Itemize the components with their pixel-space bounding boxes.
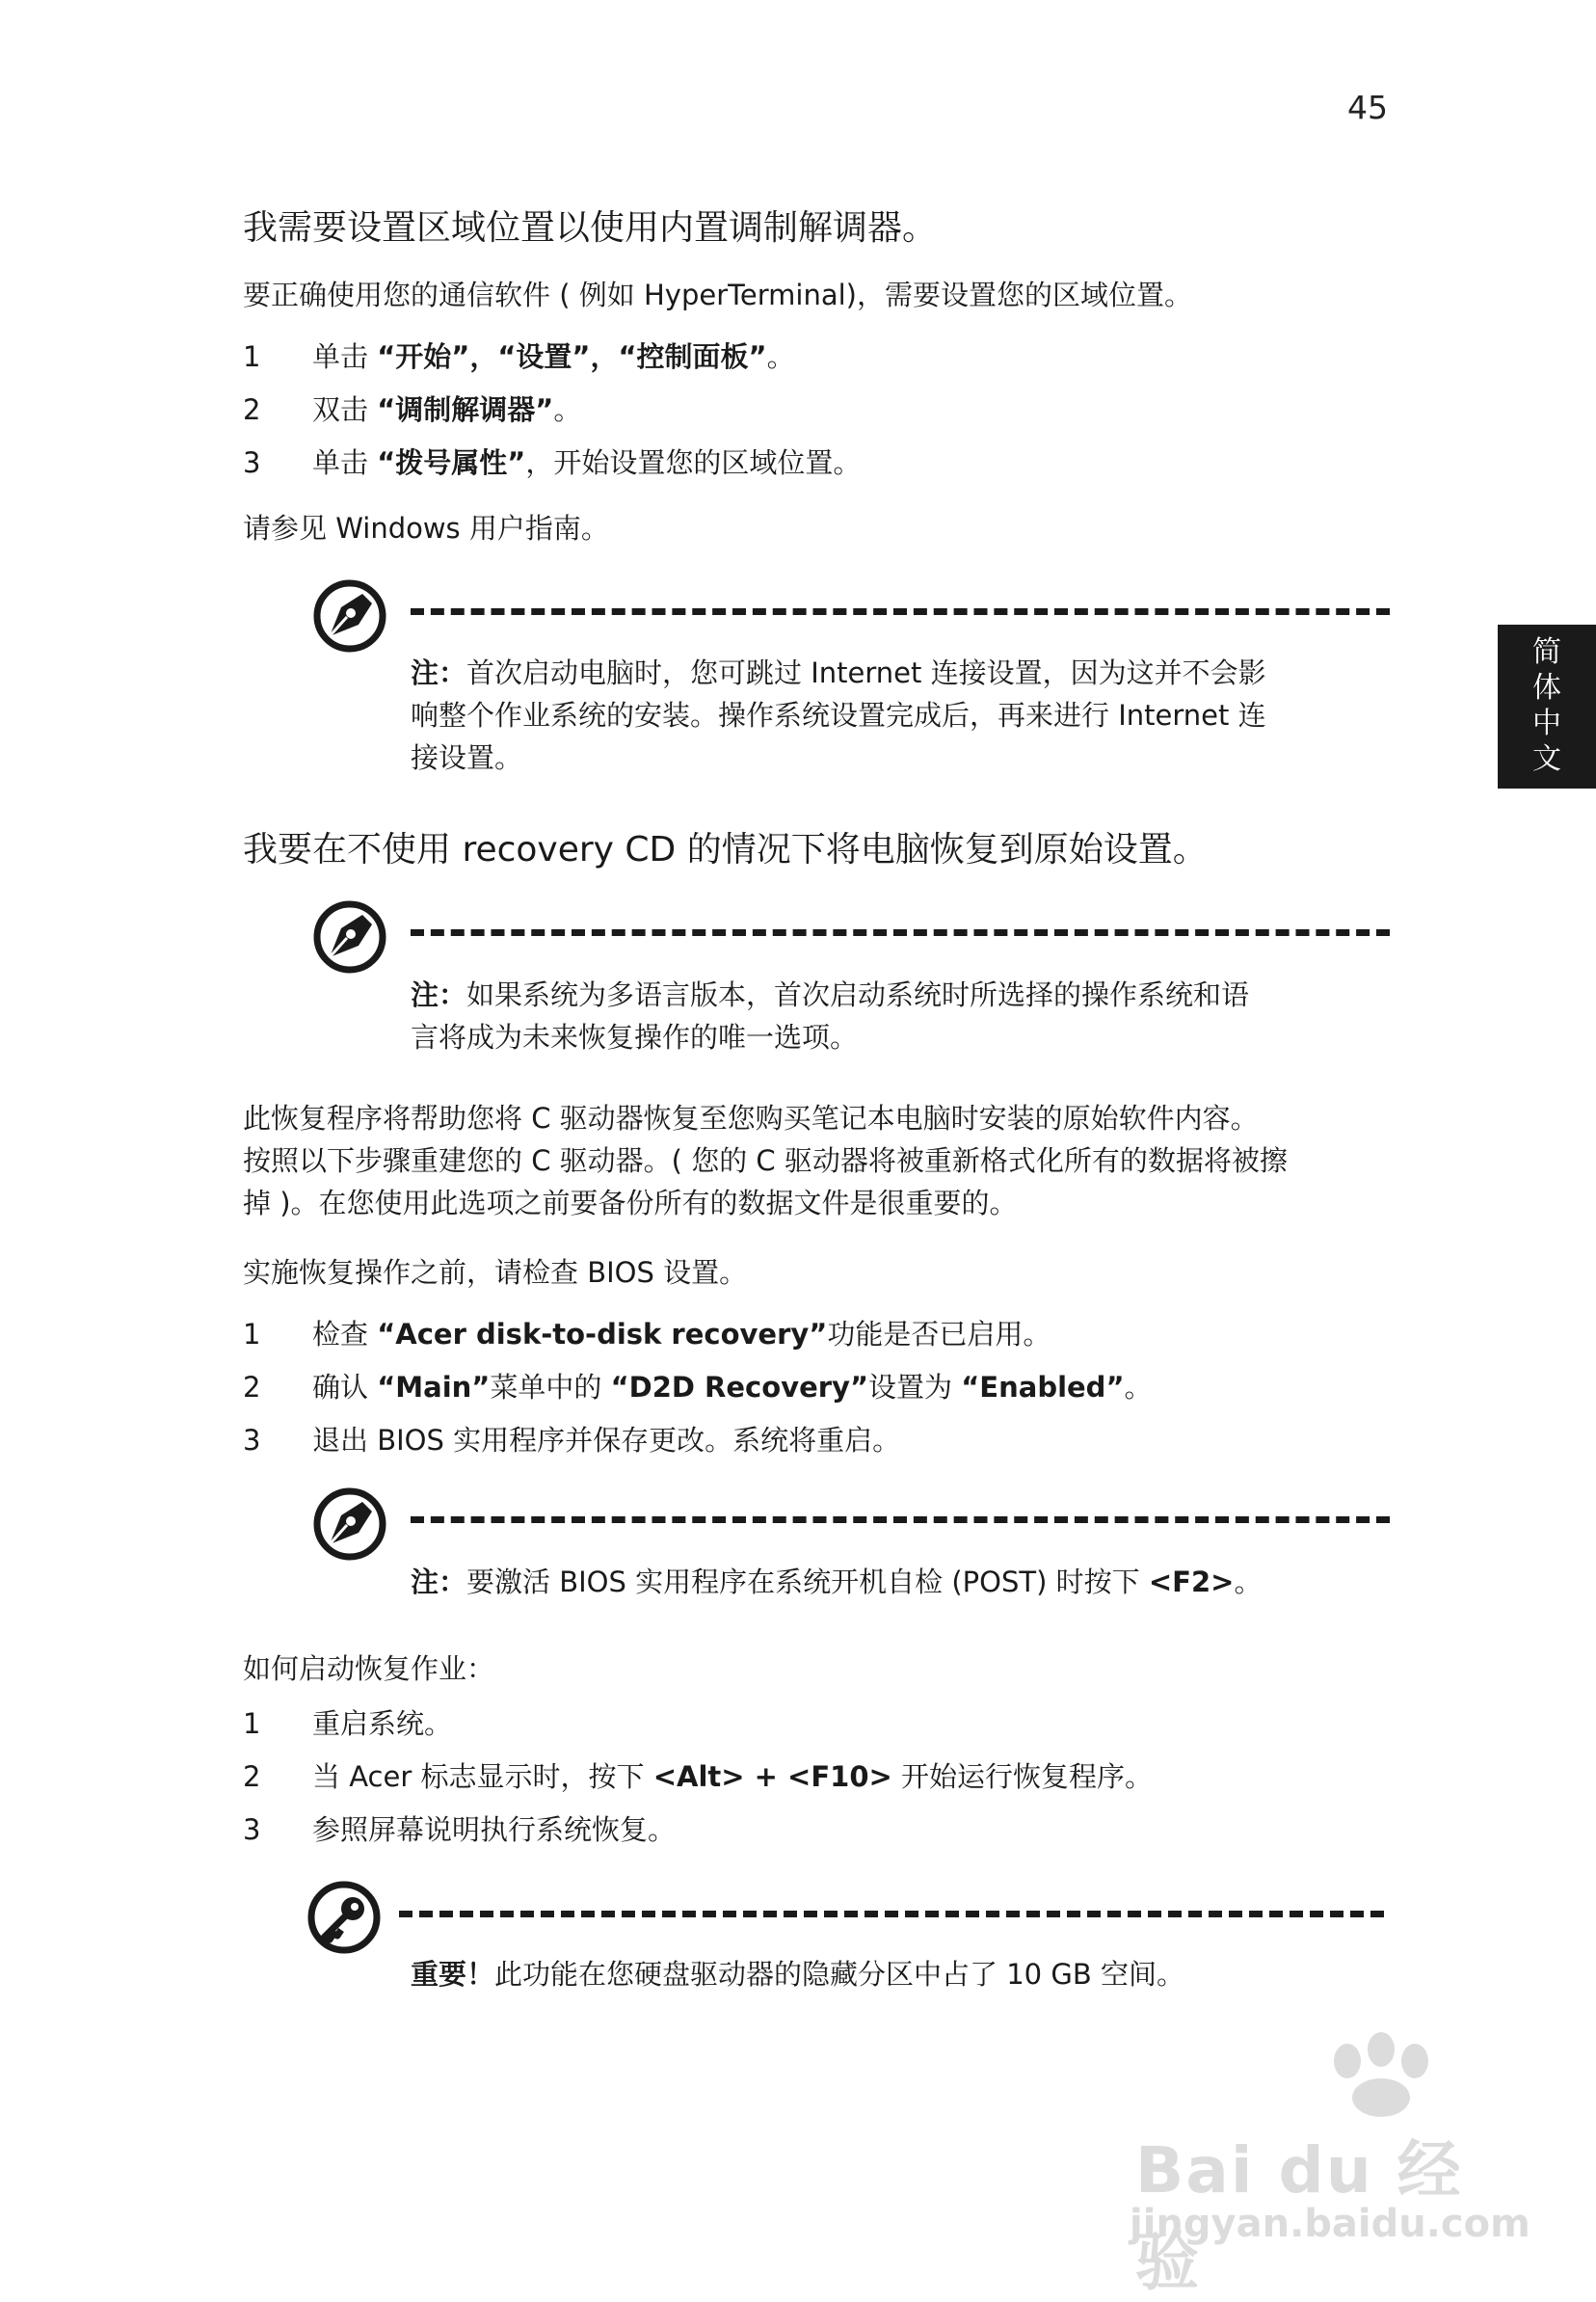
baidu-watermark xyxy=(1126,2032,1530,2299)
step-bold-text: “调制解调器” xyxy=(377,393,554,426)
list-item xyxy=(243,1368,1153,1406)
paragraph-line: 此恢复程序将帮助您将 C 驱动器恢复至您购买笔记本电脑时安装的原始软件内容。 xyxy=(243,1102,1259,1135)
step-number: 3 xyxy=(243,1424,261,1457)
note-label: 注： xyxy=(411,1566,467,1598)
list-item xyxy=(243,337,795,376)
step-number: 2 xyxy=(243,1371,261,1404)
step-number: 3 xyxy=(243,446,261,479)
note-line: 如果系统为多语言版本，首次启动系统时所选择的操作系统和语 xyxy=(466,978,1250,1011)
watermark-url: jingyan.baidu.com xyxy=(1130,2202,1530,2246)
note-line: 。 xyxy=(1234,1566,1263,1598)
step-number: 2 xyxy=(243,1760,261,1793)
list-item xyxy=(243,1704,452,1743)
note-line: 首次启动电脑时，您可跳过 Internet 连接设置，因为这并不会影 xyxy=(466,656,1266,689)
step-bold-text: “Enabled” xyxy=(961,1371,1125,1404)
paragraph-line: 按照以下步骤重建您的 C 驱动器。( 您的 C 驱动器将被重新格式化所有的数据将被擦 xyxy=(243,1144,1288,1177)
list-item xyxy=(243,1315,1051,1353)
note-text xyxy=(411,1561,1262,1603)
step-text: 双击 xyxy=(312,393,378,426)
note-line: 响整个作业系统的安装。操作系统设置完成后，再来进行 Internet 连 xyxy=(411,699,1266,732)
note-text xyxy=(411,652,1266,779)
note-line: 言将成为未来恢复操作的唯一选项。 xyxy=(411,1021,859,1054)
important-divider xyxy=(399,1911,1384,1917)
note-pen-icon xyxy=(312,578,387,654)
modem-intro: 要正确使用您的通信软件 ( 例如 HyperTerminal)，需要设置您的区域位置。 xyxy=(243,279,1192,311)
step-bold-text: “Main” xyxy=(377,1371,491,1404)
step-number: 1 xyxy=(243,1318,261,1351)
note-line: 接设置。 xyxy=(411,741,523,774)
step-text: 单击 xyxy=(312,446,378,479)
section-heading-modem: 我需要设置区域位置以使用内置调制解调器。 xyxy=(243,208,938,248)
step-bold-text: “D2D Recovery” xyxy=(610,1371,869,1404)
step-text: 参照屏幕说明执行系统恢复。 xyxy=(312,1813,677,1846)
step-bold-text: <Alt> + <F10> xyxy=(652,1760,892,1793)
side-tab-char: 文 xyxy=(1532,742,1561,776)
side-tab-char: 中 xyxy=(1532,707,1561,740)
side-tab-char: 体 xyxy=(1532,671,1561,705)
modem-outro: 请参见 Windows 用户指南。 xyxy=(243,512,609,545)
step-text: 检查 xyxy=(312,1318,378,1351)
step-text: 菜单中的 xyxy=(490,1371,611,1404)
list-item xyxy=(243,1810,676,1849)
list-item xyxy=(243,390,581,429)
step-text: 重启系统。 xyxy=(312,1707,453,1740)
howto-intro: 如何启动恢复作业： xyxy=(243,1652,495,1685)
step-number: 1 xyxy=(243,340,261,373)
step-number: 2 xyxy=(243,393,261,426)
note-divider xyxy=(411,929,1390,936)
watermark-brand: Bai du 经验 xyxy=(1135,2133,1463,2299)
step-text: 。 xyxy=(1124,1371,1153,1404)
step-bold-text: “Acer disk-to-disk recovery” xyxy=(377,1318,828,1351)
note-line: 要激活 BIOS 实用程序在系统开机自检 (POST) 时按下 xyxy=(466,1566,1149,1598)
step-text: 单击 xyxy=(312,340,378,373)
note-divider xyxy=(411,608,1390,615)
important-key-icon xyxy=(306,1880,382,1955)
note-text xyxy=(411,974,1249,1058)
step-text: 功能是否已启用。 xyxy=(827,1318,1051,1351)
step-bold-text: “拨号属性” xyxy=(377,446,526,479)
note-divider xyxy=(411,1516,1390,1523)
note-label: 注： xyxy=(411,656,467,689)
list-item xyxy=(243,1421,900,1459)
step-text: 设置为 xyxy=(868,1371,962,1404)
page-number: 45 xyxy=(1347,89,1388,126)
note-pen-icon xyxy=(312,899,387,975)
bios-intro: 实施恢复操作之前，请检查 BIOS 设置。 xyxy=(243,1256,748,1289)
important-label: 重要！ xyxy=(411,1958,495,1991)
step-text: 。 xyxy=(766,340,795,373)
important-text xyxy=(411,1953,1184,1995)
step-text: 。 xyxy=(553,393,582,426)
paw-logo-icon xyxy=(1309,2032,1453,2119)
list-item xyxy=(243,443,861,482)
language-side-tab xyxy=(1498,625,1596,789)
step-bold-text: “开始”，“设置”，“控制面板” xyxy=(377,340,767,373)
note-pen-icon xyxy=(312,1486,387,1562)
recovery-description xyxy=(243,1097,1288,1224)
step-number: 1 xyxy=(243,1707,261,1740)
step-text: ，开始设置您的区域位置。 xyxy=(525,446,862,479)
step-text: 开始运行恢复程序。 xyxy=(891,1760,1154,1793)
note-key: <F2> xyxy=(1148,1566,1235,1598)
step-number: 3 xyxy=(243,1813,261,1846)
step-text: 退出 BIOS 实用程序并保存更改。系统将重启。 xyxy=(312,1424,901,1457)
paragraph-line: 掉 )。在您使用此选项之前要备份所有的数据文件是很重要的。 xyxy=(243,1187,1018,1219)
side-tab-char: 简 xyxy=(1532,635,1561,669)
section-heading-recovery: 我要在不使用 recovery CD 的情况下将电脑恢复到原始设置。 xyxy=(243,830,1208,870)
important-line: 此功能在您硬盘驱动器的隐藏分区中占了 10 GB 空间。 xyxy=(494,1958,1184,1991)
note-label: 注： xyxy=(411,978,467,1011)
step-text: 当 Acer 标志显示时，按下 xyxy=(312,1760,653,1793)
step-text: 确认 xyxy=(312,1371,378,1404)
list-item xyxy=(243,1757,1153,1796)
